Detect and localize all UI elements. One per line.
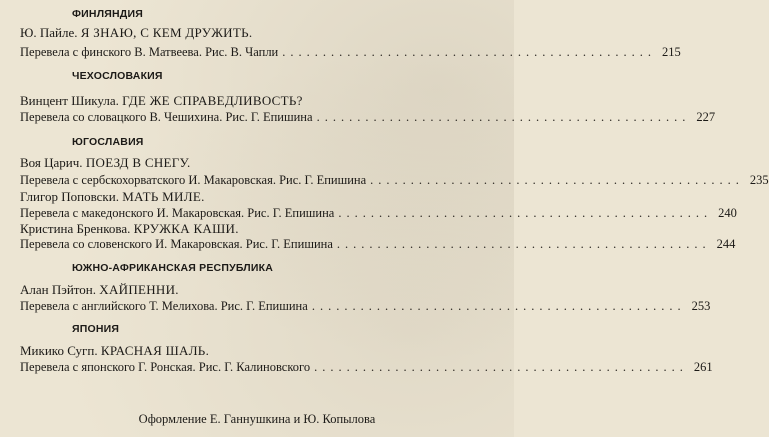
entry-title-line bbox=[20, 25, 500, 40]
section-heading-czechoslovakia: ЧЕХОСЛОВАКИЯ bbox=[72, 70, 163, 82]
design-credit: Оформление Е. Ганнушкина и Ю. Копылова bbox=[138, 412, 376, 426]
entry-page-number: 235 bbox=[749, 173, 769, 187]
leader-dots: .............................................. bbox=[370, 173, 744, 187]
leader-dots: .............................................. bbox=[338, 206, 713, 220]
entry-credit: Перевела со словацкого В. Чешихина. Рис. Г. Епишина bbox=[20, 110, 313, 124]
entry-title-line bbox=[20, 282, 500, 297]
entry-page-number: 215 bbox=[662, 45, 681, 59]
entry-credit-line bbox=[20, 299, 711, 314]
entry-credit-line bbox=[20, 45, 681, 60]
entry-credit-line bbox=[20, 237, 736, 252]
entry-title-line bbox=[20, 93, 500, 108]
entry-credit: Перевела с английского Т. Мелихова. Рис. Г. Епишина bbox=[20, 299, 308, 313]
entry-title: Я ЗНАЮ, С КЕМ ДРУЖИТЬ. bbox=[80, 25, 253, 40]
entry-title: КРАСНАЯ ШАЛЬ. bbox=[100, 343, 210, 358]
entry-credit: Перевела со словенского И. Макаровская. Рис. Г. Епишина bbox=[20, 237, 333, 251]
entry-title-line bbox=[20, 155, 500, 170]
entry-title-line bbox=[20, 343, 500, 358]
entry-title: ПОЕЗД В СНЕГУ. bbox=[85, 155, 191, 170]
entry-author: Кристина Бренкова. bbox=[20, 221, 131, 236]
entry-page-number: 261 bbox=[693, 360, 713, 374]
entry-page-number: 253 bbox=[691, 299, 711, 313]
leader-dots: .............................................. bbox=[282, 45, 656, 59]
entry-credit-line bbox=[20, 173, 769, 188]
entry-title-line bbox=[20, 221, 500, 236]
entry-credit: Перевела с македонского И. Макаровская. Рис. Г. Епишина bbox=[20, 206, 335, 220]
entry-credit: Перевела с финского В. Матвеева. Рис. В. Чапли bbox=[20, 45, 279, 59]
leader-dots: .............................................. bbox=[314, 360, 688, 374]
section-heading-finland: ФИНЛЯНДИЯ bbox=[72, 8, 143, 20]
entry-title: ХАЙПЕННИ. bbox=[99, 282, 179, 297]
entry-author: Воя Царич. bbox=[20, 155, 83, 170]
entry-author: Глигор Поповски. bbox=[20, 189, 119, 204]
leader-dots: .............................................. bbox=[316, 110, 691, 124]
entry-page-number: 227 bbox=[696, 110, 716, 124]
entry-credit: Перевела с сербскохорватского И. Макаровская. Рис. Г. Епишина bbox=[20, 173, 367, 187]
entry-title: КРУЖКА КАШИ. bbox=[133, 221, 239, 236]
entry-author: Винцент Шикула. bbox=[20, 93, 119, 108]
leader-dots: .............................................. bbox=[311, 299, 686, 313]
entry-credit: Перевела с японского Г. Ронская. Рис. Г. Калиновского bbox=[20, 360, 311, 374]
section-heading-south-africa: ЮЖНО-АФРИКАНСКАЯ РЕСПУБЛИКА bbox=[72, 262, 274, 274]
entry-author: Микико Сугп. bbox=[20, 343, 98, 358]
entry-credit-line bbox=[20, 360, 713, 375]
section-heading-japan: ЯПОНИЯ bbox=[72, 323, 120, 335]
leader-dots: .............................................. bbox=[336, 237, 711, 251]
entry-author: Ю. Пайле. bbox=[20, 25, 78, 40]
entry-author: Алан Пэйтон. bbox=[20, 282, 96, 297]
section-heading-yugoslavia: ЮГОСЛАВИЯ bbox=[72, 136, 144, 148]
entry-credit-line bbox=[20, 110, 716, 125]
entry-page-number: 244 bbox=[716, 237, 736, 251]
entry-credit-line bbox=[20, 206, 737, 221]
entry-title: МАТЬ МИЛЕ. bbox=[122, 189, 205, 204]
entry-title-line bbox=[20, 189, 500, 204]
entry-page-number: 240 bbox=[718, 206, 737, 220]
entry-title: ГДЕ ЖЕ СПРАВЕДЛИВОСТЬ? bbox=[122, 93, 303, 108]
